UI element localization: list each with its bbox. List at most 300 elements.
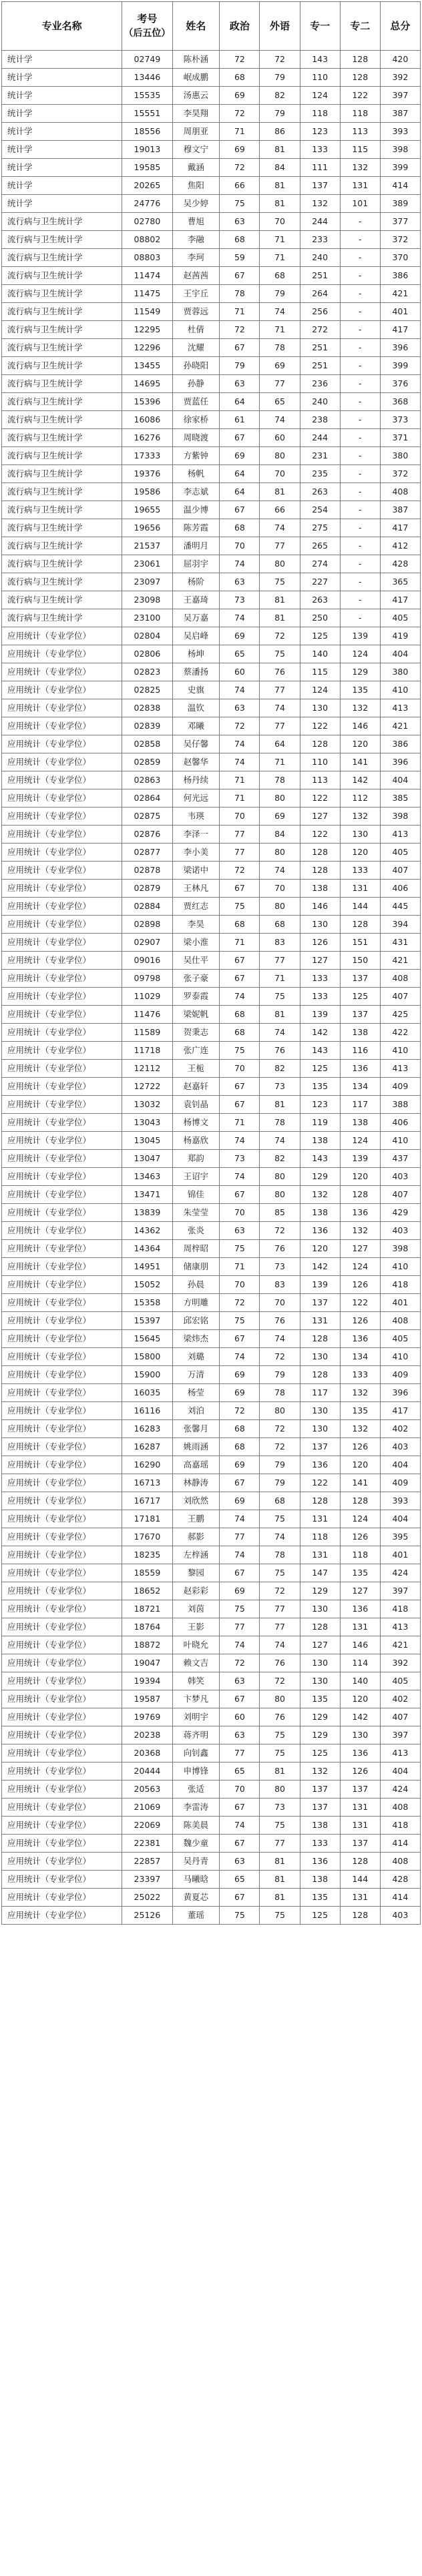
- cell-subject1: 137: [300, 1438, 340, 1456]
- table-row: [2, 375, 421, 393]
- cell-name: 史旗: [172, 681, 220, 699]
- cell-subject1: 128: [300, 735, 340, 753]
- cell-english: 81: [260, 177, 300, 195]
- cell-politics: 77: [220, 844, 260, 862]
- cell-name: 汤惠云: [172, 87, 220, 105]
- cell-major: 应用统计（专业学位）: [2, 1907, 122, 1925]
- cell-name: 陈朴涵: [172, 51, 220, 69]
- cell-total: 413: [380, 699, 420, 717]
- table-row: [2, 1078, 421, 1096]
- cell-total: 420: [380, 51, 420, 69]
- cell-name: 张子豪: [172, 970, 220, 988]
- cell-english: 74: [260, 699, 300, 717]
- cell-exam-no: 11475: [122, 285, 172, 303]
- cell-major: 应用统计（专业学位）: [2, 627, 122, 645]
- cell-total: 396: [380, 339, 420, 357]
- table-row: [2, 1726, 421, 1744]
- cell-subject1: 129: [300, 1582, 340, 1600]
- cell-name: 梁诺中: [172, 862, 220, 880]
- table-row: [2, 789, 421, 808]
- cell-english: 82: [260, 1060, 300, 1078]
- cell-subject1: 272: [300, 321, 340, 339]
- cell-total: 397: [380, 1726, 420, 1744]
- cell-english: 77: [260, 952, 300, 970]
- cell-exam-no: 02875: [122, 808, 172, 826]
- cell-politics: 67: [220, 970, 260, 988]
- cell-total: 418: [380, 1600, 420, 1618]
- cell-exam-no: 02907: [122, 934, 172, 952]
- cell-total: 408: [380, 1853, 420, 1871]
- table-row: [2, 717, 421, 735]
- cell-subject1: 132: [300, 1762, 340, 1781]
- cell-english: 71: [260, 970, 300, 988]
- cell-name: 蔡潘扬: [172, 663, 220, 681]
- cell-subject2: 116: [340, 1042, 380, 1060]
- cell-subject1: 132: [300, 195, 340, 213]
- cell-english: 77: [260, 1618, 300, 1636]
- cell-exam-no: 13471: [122, 1186, 172, 1204]
- cell-politics: 71: [220, 1258, 260, 1276]
- cell-subject1: 113: [300, 771, 340, 789]
- cell-major: 应用统计（专业学位）: [2, 1258, 122, 1276]
- cell-total: 428: [380, 1871, 420, 1889]
- table-row: [2, 970, 421, 988]
- cell-total: 413: [380, 1060, 420, 1078]
- table-row: [2, 1817, 421, 1835]
- cell-english: 78: [260, 771, 300, 789]
- cell-exam-no: 23397: [122, 1871, 172, 1889]
- table-row: [2, 51, 421, 69]
- cell-exam-no: 14695: [122, 375, 172, 393]
- cell-total: 387: [380, 105, 420, 123]
- cell-subject2: 124: [340, 645, 380, 663]
- cell-exam-no: 02878: [122, 862, 172, 880]
- cell-subject1: 132: [300, 1186, 340, 1204]
- cell-subject1: 115: [300, 663, 340, 681]
- cell-exam-no: 08803: [122, 249, 172, 267]
- cell-exam-no: 25126: [122, 1907, 172, 1925]
- cell-name: 刘欣然: [172, 1492, 220, 1510]
- cell-english: 78: [260, 1546, 300, 1564]
- cell-subject2: -: [340, 339, 380, 357]
- cell-subject2: 130: [340, 1726, 380, 1744]
- cell-name: 杨阶: [172, 573, 220, 591]
- cell-exam-no: 22857: [122, 1853, 172, 1871]
- cell-name: 穆文宁: [172, 141, 220, 159]
- cell-subject1: 130: [300, 1420, 340, 1438]
- cell-politics: 74: [220, 1168, 260, 1186]
- cell-subject2: 150: [340, 952, 380, 970]
- col-header-exam-no-line2: （后五位）: [124, 28, 171, 39]
- cell-subject1: 122: [300, 789, 340, 808]
- cell-english: 72: [260, 1348, 300, 1366]
- cell-major: 应用统计（专业学位）: [2, 952, 122, 970]
- cell-politics: 64: [220, 465, 260, 483]
- cell-name: 朱莹莹: [172, 1204, 220, 1222]
- cell-politics: 75: [220, 195, 260, 213]
- cell-name: 杨坤: [172, 645, 220, 663]
- cell-politics: 69: [220, 1582, 260, 1600]
- cell-major: 应用统计（专业学位）: [2, 898, 122, 916]
- cell-exam-no: 12722: [122, 1078, 172, 1096]
- col-header-subject1: 专一: [300, 2, 340, 51]
- cell-name: 戴涵: [172, 159, 220, 177]
- cell-politics: 74: [220, 753, 260, 771]
- cell-major: 应用统计（专业学位）: [2, 1222, 122, 1240]
- table-row: [2, 1348, 421, 1366]
- cell-total: 385: [380, 789, 420, 808]
- cell-politics: 67: [220, 1564, 260, 1582]
- table-row: [2, 1366, 421, 1384]
- cell-politics: 70: [220, 1276, 260, 1294]
- cell-name: 罗泰霞: [172, 988, 220, 1006]
- cell-politics: 74: [220, 1348, 260, 1366]
- cell-name: 岷成鹏: [172, 69, 220, 87]
- col-header-major: 专业名称: [2, 2, 122, 51]
- cell-politics: 68: [220, 1006, 260, 1024]
- cell-politics: 68: [220, 1420, 260, 1438]
- cell-major: 应用统计（专业学位）: [2, 735, 122, 753]
- cell-exam-no: 02806: [122, 645, 172, 663]
- cell-total: 409: [380, 1366, 420, 1384]
- cell-politics: 63: [220, 1726, 260, 1744]
- cell-name: 王诏宇: [172, 1168, 220, 1186]
- cell-total: 405: [380, 609, 420, 627]
- cell-total: 387: [380, 501, 420, 519]
- table-row: [2, 1546, 421, 1564]
- cell-politics: 67: [220, 267, 260, 285]
- cell-subject1: 126: [300, 934, 340, 952]
- cell-english: 68: [260, 1492, 300, 1510]
- table-row: [2, 1582, 421, 1600]
- cell-major: 应用统计（专业学位）: [2, 1744, 122, 1762]
- cell-english: 77: [260, 1835, 300, 1853]
- table-row: [2, 1402, 421, 1420]
- cell-exam-no: 02898: [122, 916, 172, 934]
- cell-exam-no: 19013: [122, 141, 172, 159]
- cell-name: 吴启峰: [172, 627, 220, 645]
- cell-total: 398: [380, 808, 420, 826]
- cell-name: 刘明宇: [172, 1708, 220, 1726]
- cell-english: 64: [260, 735, 300, 753]
- cell-politics: 77: [220, 1528, 260, 1546]
- cell-subject1: 138: [300, 1204, 340, 1222]
- cell-politics: 74: [220, 1132, 260, 1150]
- cell-exam-no: 02858: [122, 735, 172, 753]
- cell-politics: 68: [220, 519, 260, 537]
- cell-subject2: 132: [340, 808, 380, 826]
- cell-name: 王影: [172, 1618, 220, 1636]
- table-row: [2, 249, 421, 267]
- cell-total: 406: [380, 880, 420, 898]
- cell-major: 统计学: [2, 123, 122, 141]
- cell-subject2: 128: [340, 1853, 380, 1871]
- cell-major: 流行病与卫生统计学: [2, 465, 122, 483]
- cell-subject2: 139: [340, 1150, 380, 1168]
- table-row: [2, 1006, 421, 1024]
- cell-politics: 60: [220, 663, 260, 681]
- table-row: [2, 1636, 421, 1654]
- cell-total: 417: [380, 321, 420, 339]
- cell-exam-no: 02804: [122, 627, 172, 645]
- table-row: [2, 195, 421, 213]
- cell-exam-no: 19656: [122, 519, 172, 537]
- cell-english: 82: [260, 87, 300, 105]
- cell-name: 周梓昭: [172, 1240, 220, 1258]
- cell-name: 赵茜茜: [172, 267, 220, 285]
- cell-subject2: 144: [340, 898, 380, 916]
- table-row: [2, 501, 421, 519]
- cell-name: 姚雨涵: [172, 1438, 220, 1456]
- cell-subject1: 137: [300, 1799, 340, 1817]
- cell-name: 吴丹青: [172, 1853, 220, 1871]
- cell-politics: 69: [220, 87, 260, 105]
- cell-total: 409: [380, 1474, 420, 1492]
- cell-politics: 74: [220, 1546, 260, 1564]
- cell-name: 刘璐: [172, 1348, 220, 1366]
- cell-subject1: 130: [300, 1348, 340, 1366]
- cell-subject1: 146: [300, 898, 340, 916]
- cell-subject2: -: [340, 267, 380, 285]
- cell-total: 437: [380, 1150, 420, 1168]
- cell-english: 81: [260, 591, 300, 609]
- cell-subject1: 227: [300, 573, 340, 591]
- cell-name: 杨博文: [172, 1114, 220, 1132]
- table-row: [2, 771, 421, 789]
- cell-major: 应用统计（专业学位）: [2, 1294, 122, 1312]
- cell-name: 陈美晨: [172, 1817, 220, 1835]
- cell-total: 421: [380, 952, 420, 970]
- table-row: [2, 465, 421, 483]
- cell-name: 潘明月: [172, 537, 220, 555]
- cell-subject2: 132: [340, 1222, 380, 1240]
- cell-exam-no: 20265: [122, 177, 172, 195]
- cell-politics: 69: [220, 1366, 260, 1384]
- table-row: [2, 1222, 421, 1240]
- cell-subject2: -: [340, 249, 380, 267]
- cell-subject2: 136: [340, 1600, 380, 1618]
- cell-subject2: 136: [340, 1204, 380, 1222]
- table-row: [2, 105, 421, 123]
- cell-exam-no: 02879: [122, 880, 172, 898]
- cell-exam-no: 23098: [122, 591, 172, 609]
- cell-subject2: 120: [340, 844, 380, 862]
- cell-subject2: -: [340, 393, 380, 411]
- cell-major: 应用统计（专业学位）: [2, 1817, 122, 1835]
- cell-major: 应用统计（专业学位）: [2, 1132, 122, 1150]
- cell-english: 71: [260, 321, 300, 339]
- cell-subject1: 130: [300, 916, 340, 934]
- cell-subject1: 122: [300, 717, 340, 735]
- cell-exam-no: 11029: [122, 988, 172, 1006]
- cell-english: 78: [260, 1114, 300, 1132]
- cell-total: 396: [380, 1384, 420, 1402]
- table-row: [2, 1564, 421, 1582]
- cell-major: 应用统计（专业学位）: [2, 1312, 122, 1330]
- cell-major: 应用统计（专业学位）: [2, 1492, 122, 1510]
- cell-total: 418: [380, 1276, 420, 1294]
- table-row: [2, 808, 421, 826]
- cell-name: 孙晓阳: [172, 357, 220, 375]
- cell-total: 419: [380, 627, 420, 645]
- cell-major: 应用统计（专业学位）: [2, 681, 122, 699]
- cell-english: 79: [260, 69, 300, 87]
- cell-exam-no: 16290: [122, 1456, 172, 1474]
- cell-exam-no: 19047: [122, 1654, 172, 1672]
- cell-name: 向钊鑫: [172, 1744, 220, 1762]
- cell-major: 应用统计（专业学位）: [2, 1330, 122, 1348]
- cell-subject1: 139: [300, 1006, 340, 1024]
- cell-subject1: 136: [300, 1222, 340, 1240]
- cell-name: 左梓涵: [172, 1546, 220, 1564]
- cell-major: 统计学: [2, 195, 122, 213]
- cell-name: 黄夏芯: [172, 1889, 220, 1907]
- cell-politics: 67: [220, 1835, 260, 1853]
- cell-politics: 71: [220, 303, 260, 321]
- cell-name: 李昊: [172, 916, 220, 934]
- table-row: [2, 69, 421, 87]
- table-row: [2, 483, 421, 501]
- cell-subject2: 101: [340, 195, 380, 213]
- cell-subject2: 128: [340, 69, 380, 87]
- cell-total: 399: [380, 159, 420, 177]
- cell-name: 李雷涛: [172, 1799, 220, 1817]
- cell-total: 402: [380, 1420, 420, 1438]
- table-row: [2, 1024, 421, 1042]
- cell-english: 77: [260, 1600, 300, 1618]
- cell-subject1: 251: [300, 267, 340, 285]
- cell-politics: 63: [220, 1853, 260, 1871]
- cell-major: 应用统计（专业学位）: [2, 1276, 122, 1294]
- cell-exam-no: 16287: [122, 1438, 172, 1456]
- cell-english: 74: [260, 1528, 300, 1546]
- cell-exam-no: 12296: [122, 339, 172, 357]
- table-row: [2, 735, 421, 753]
- cell-name: 王林凡: [172, 880, 220, 898]
- cell-english: 77: [260, 537, 300, 555]
- cell-major: 流行病与卫生统计学: [2, 573, 122, 591]
- cell-total: 372: [380, 231, 420, 249]
- cell-subject1: 133: [300, 988, 340, 1006]
- cell-major: 应用统计（专业学位）: [2, 1618, 122, 1636]
- cell-name: 李融: [172, 231, 220, 249]
- cell-english: 75: [260, 988, 300, 1006]
- cell-exam-no: 11589: [122, 1024, 172, 1042]
- cell-subject2: 133: [340, 862, 380, 880]
- cell-name: 万清: [172, 1366, 220, 1384]
- cell-name: 王栀: [172, 1060, 220, 1078]
- cell-major: 流行病与卫生统计学: [2, 357, 122, 375]
- cell-name: 锦佳: [172, 1186, 220, 1204]
- cell-name: 张广连: [172, 1042, 220, 1060]
- cell-politics: 69: [220, 627, 260, 645]
- cell-name: 王嘉琦: [172, 591, 220, 609]
- cell-name: 林静涛: [172, 1474, 220, 1492]
- cell-major: 应用统计（专业学位）: [2, 1654, 122, 1672]
- cell-english: 84: [260, 159, 300, 177]
- cell-major: 应用统计（专业学位）: [2, 1240, 122, 1258]
- cell-politics: 72: [220, 159, 260, 177]
- cell-english: 76: [260, 1042, 300, 1060]
- cell-subject2: 137: [340, 970, 380, 988]
- cell-subject1: 123: [300, 123, 340, 141]
- table-header-row: [2, 2, 421, 51]
- cell-english: 81: [260, 483, 300, 501]
- cell-english: 84: [260, 826, 300, 844]
- cell-english: 74: [260, 519, 300, 537]
- cell-subject1: 143: [300, 1150, 340, 1168]
- table-row: [2, 645, 421, 663]
- cell-subject1: 129: [300, 1708, 340, 1726]
- cell-english: 73: [260, 1799, 300, 1817]
- cell-exam-no: 02780: [122, 213, 172, 231]
- cell-subject2: 136: [340, 1060, 380, 1078]
- cell-subject1: 256: [300, 303, 340, 321]
- cell-politics: 63: [220, 1222, 260, 1240]
- cell-major: 应用统计（专业学位）: [2, 1060, 122, 1078]
- table-body: [2, 51, 421, 1925]
- cell-subject2: 131: [340, 880, 380, 898]
- cell-subject2: 136: [340, 1330, 380, 1348]
- cell-politics: 67: [220, 880, 260, 898]
- cell-subject2: 132: [340, 1420, 380, 1438]
- cell-politics: 64: [220, 393, 260, 411]
- cell-subject2: -: [340, 285, 380, 303]
- cell-politics: 68: [220, 231, 260, 249]
- cell-subject1: 128: [300, 862, 340, 880]
- cell-exam-no: 13455: [122, 357, 172, 375]
- cell-major: 流行病与卫生统计学: [2, 267, 122, 285]
- table-row: [2, 591, 421, 609]
- cell-total: 397: [380, 1582, 420, 1600]
- cell-english: 80: [260, 555, 300, 573]
- cell-politics: 75: [220, 1600, 260, 1618]
- cell-politics: 64: [220, 483, 260, 501]
- cell-exam-no: 13839: [122, 1204, 172, 1222]
- col-header-english: 外语: [260, 2, 300, 51]
- cell-politics: 59: [220, 249, 260, 267]
- cell-major: 应用统计（专业学位）: [2, 753, 122, 771]
- cell-subject2: 142: [340, 1708, 380, 1726]
- table-row: [2, 357, 421, 375]
- cell-total: 376: [380, 375, 420, 393]
- cell-politics: 63: [220, 573, 260, 591]
- cell-politics: 72: [220, 717, 260, 735]
- cell-name: 徐家桥: [172, 411, 220, 429]
- cell-major: 流行病与卫生统计学: [2, 609, 122, 627]
- cell-english: 86: [260, 123, 300, 141]
- cell-subject1: 138: [300, 1817, 340, 1835]
- cell-exam-no: 14951: [122, 1258, 172, 1276]
- cell-politics: 67: [220, 1078, 260, 1096]
- cell-politics: 67: [220, 1186, 260, 1204]
- cell-politics: 67: [220, 1330, 260, 1348]
- table-row: [2, 1420, 421, 1438]
- cell-total: 413: [380, 826, 420, 844]
- cell-subject1: 130: [300, 1672, 340, 1690]
- cell-subject1: 137: [300, 177, 340, 195]
- cell-politics: 75: [220, 1042, 260, 1060]
- cell-exam-no: 02864: [122, 789, 172, 808]
- cell-exam-no: 15645: [122, 1330, 172, 1348]
- cell-politics: 63: [220, 699, 260, 717]
- cell-major: 应用统计（专业学位）: [2, 1528, 122, 1546]
- cell-total: 418: [380, 1817, 420, 1835]
- cell-total: 404: [380, 645, 420, 663]
- cell-major: 应用统计（专业学位）: [2, 1853, 122, 1871]
- cell-total: 399: [380, 357, 420, 375]
- cell-subject1: 147: [300, 1564, 340, 1582]
